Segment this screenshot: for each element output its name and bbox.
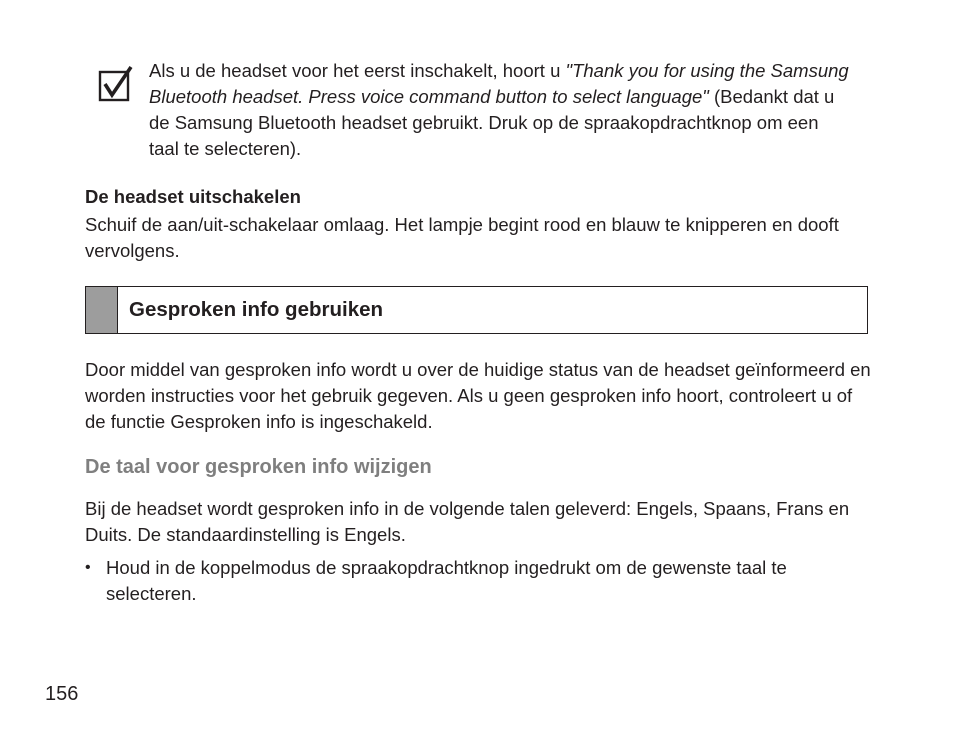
section-intro: Door middel van gesproken info wordt u over de huidige status van de headset geïnformeerd en worden instructies voor het gebruik gegeven. Als u geen gesproken info hoort, controleert u of de functie Gesproken info is ingeschakeld. — [85, 359, 871, 432]
section-marker — [86, 287, 118, 333]
list-item-text: Houd in de koppelmodus de spraakopdrachtknop ingedrukt om de gewenste taal te selecteren. — [106, 557, 787, 604]
note-text-plain-1: Als u de headset voor het eerst inschakelt, hoort u — [149, 60, 566, 81]
note-text-italic: "Thank you for using the Samsung Bluetooth headset. Press voice command button to select language" — [149, 60, 849, 107]
switch-off-body: Schuif de aan/uit-schakelaar omlaag. Het lampje begint rood en blauw te knipperen en dooft vervolgens. — [85, 214, 839, 261]
section-title: Gesproken info gebruiken — [129, 298, 384, 321]
bullet-symbol: • — [85, 559, 91, 576]
section-header — [85, 286, 868, 334]
language-heading: De taal voor gesproken info wijzigen — [85, 456, 432, 478]
language-body: Bij de headset wordt gesproken info in de volgende talen geleverd: Engels, Spaans, Frans en Duits. De standaardinstelling is Engels. — [85, 498, 850, 545]
note-text — [149, 58, 849, 162]
page-number: 156 — [45, 683, 79, 705]
checkbox-check-icon — [98, 66, 134, 102]
switch-off-heading: De headset uitschakelen — [85, 186, 301, 207]
note-text-plain-2: (Bedankt dat u de Samsung Bluetooth headset gebruikt. Druk op de spraakopdrachtknop om een taal te selecteren). — [149, 86, 835, 159]
